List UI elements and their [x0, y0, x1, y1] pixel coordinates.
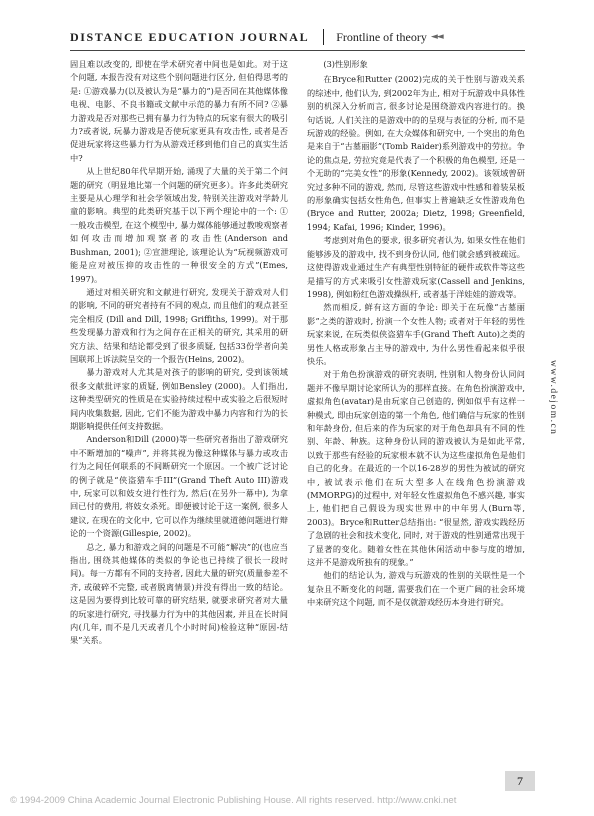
paragraph: 考虑到对角色的要求, 很多研究者认为, 如果女性在他们能够涉及的游戏中, 找不到身份认同, 他们就会感到被疏远。这使得游戏业通过生产有典型性别特征的硬件或软件等这些是描写的方式来吸引女性游戏玩家(Cassell and Jenkins, 1998), 例如粉红色游戏操纵杆, 或者基于洋娃娃的游戏等。: [307, 235, 525, 299]
paragraph: 总之, 暴力和游戏之间的问题是不可能“解决”的(也应当指出, 围绕其他媒体的类似的争论也已持续了很长一段时间)。每一方都有不同的支持者, 因此大量的研究(质量参差不齐, 或破碎不完整, 或者脱离情景)并没有得出一致的结论。这是因为要得到比较可靠的研究结果, 就要求研究者对大量的玩家进行研究, 寻找暴力行为中的其他因素, 并且在长时间内(几年, 而不是几天或者几个小时时间)检验这种“原因-结果”关系。: [70, 541, 288, 646]
paragraph: 通过对相关研究和文献进行研究, 发现关于游戏对人们的影响, 不同的研究者持有不同的观点, 而且他们的观点甚至完全相反 (Dill and Dill, 1998; Griffiths, 1999)。对于那些发现暴力游戏和行为之间存在正相关的研究, 其采用的研究方法、结果和结论都受到了很多质疑, 包括33份学者向美国联邦上诉法院呈交的一个报告(Heins, 2002)。: [70, 286, 288, 364]
header-rule: [70, 50, 525, 51]
right-column: [307, 58, 525, 610]
journal-title: DISTANCE EDUCATION JOURNAL: [70, 29, 310, 44]
section-name: Frontline of theory: [336, 29, 427, 44]
paragraph: 暴力游戏对人尤其是对孩子的影响的研究, 受到该领域很多文献批评家的质疑, 例如Bensley (2000)。人们指出, 这种类型研究的性质是在实验持续过程中或实验之后很短时间内收集数据, 因此, 它们不能为游戏中暴力内容和行为的长期影响提供任何支持数据。: [70, 367, 288, 431]
header-divider: [323, 29, 324, 45]
subsection-heading: (3)性别形象: [323, 59, 368, 69]
running-header: [70, 26, 525, 48]
paragraph: 然而相反, 鲜有这方面的争论: 即关于在玩像“古墓丽影”之类的游戏时, 扮演一个女性人物; 或者对于年轻的男性玩家来说, 在玩类似侠盗猎车手(Grand Theft Auto)之类的男性人格或形象占主导的游戏中, 为什么男性看起来似乎很快乐。: [307, 302, 525, 366]
paragraph: 对于角色扮演游戏的研究表明, 性别和人物身份认同问题并不像早期讨论家所认为的那样直接。在角色扮演游戏中, 虚拟角色(avatar)是由玩家自己创造的, 例如似乎有这样一种模式, 即由玩家创造的第一个角色, 他们确信与玩家的性别和年龄身份, 但后来的作为玩家的对于角色却具有不同的性别、年龄、种族。这种身份认同的游戏被认为是如此平常, 以致于那些有经验的玩家根本就不认为这些虚拟角色是他们自己的化身。在最近的一个以16-28岁的男性为被试的研究中, 被试表示他们在玩大型多人在线角色扮演游戏(MMORPG)的过程中, 对年轻女性虚拟角色不感兴趣, 事实上, 他们把自己假设为现实世界中的中年男人(Burn等, 2003)。Bryce和Rutter总结指出: “很显然, 游戏实践经历了急剧的社会和技术变化, 同时, 对于游戏的性别通常出现于了显著的变化。随着女性在其他休闲活动中参与度的增加, 这并不是游戏所独有的现象。”: [307, 369, 525, 568]
paragraph: 在Bryce和Rutter (2002)完成的关于性别与游戏关系的综述中, 他们认为, 到2002年为止, 相对于玩游戏中具体性别的机深入分析而言, 很多讨论是围绕游戏内容进行的。换句话说, 人们关注的是游戏中的的呈现与表征的分析, 而不是玩游戏的经验。例如, 在大众媒体和研究中, 一个突出的角色是来自于“古墓丽影”(Tomb Raider)系列游戏中的劳拉。争论的焦点是, 劳拉究竟是代表了一个积极的角色模型, 还是一个无助的“完美女性”的形象(Kennedy, 2002)。该领域曾研究过多种不同的游戏, 然而, 尽管这些游戏中性感和着装呆板的形象确实包括女性角色, 但事实上普遍缺乏女性游戏角色 (Bryce and Rutter, 2002a; Dietz, 1998; Greenfield, 1994; Kafai, 1996; Kinder, 1996)。: [307, 74, 525, 232]
left-column: [70, 58, 288, 648]
website-sidebar: www.dejom.cn: [548, 360, 558, 436]
double-left-arrow-icon: ◄◄: [430, 32, 443, 42]
paragraph: 他们的结论认为, 游戏与玩游戏的性别的关联性是一个复杂且不断变化的问题, 需要我们在一个更广阔的社会环境中来研究这个问题, 而不是仅就游戏经历本身进行研究。: [307, 570, 525, 608]
paragraph: 固且难以改变的, 即使在学术研究者中间也是如此。对于这个问题, 本报告没有对这些个别问题进行区分, 但伯得思考的是: ①游戏暴力(以及被认为是“暴力的”)是否同在其他媒体像电视、电影、不良书籍或文献中示范的暴力有所不同? ②暴力游戏是否对那些已拥有暴力行为特点的玩家有很大的吸引力?或者说, 玩暴力游戏是否使玩家更具有攻击性, 或者是否促进玩家将这些暴力行为从游戏迁移到他们自己的真实生活中?: [70, 59, 288, 163]
paragraph: 从上世纪80年代早期开始, 涌现了大量的关于第二个问题的研究（明显地比第一个问题的研究更多）。许多此类研究主要是从心理学和社会学领域出发, 特别关注游戏对学龄儿童的影响。典型的此类研究基于以下两个理论中的一个: ①一般攻击模型, 在这个模型中, 暴力媒体能够通过教唆观察者如何攻击而增加观察者的攻击性(Anderson and Bushman, 2001); ②宣泄理论, 该理论认为“玩视频游戏可能是应对被压抑的攻击性的一种很安全的方式”(Emes, 1997)。: [70, 166, 288, 284]
page-number: 7: [505, 771, 535, 791]
paragraph: Anderson和Dill (2000)等一些研究者指出了游戏研究中不断增加的“噪声”, 并将其视为像这种媒体与暴力或攻击行为之间任何联系的不间断研究一个原因。一个被广泛讨论的例子就是“侠盗猎车手III”(Grand Theft Auto III)游戏中, 玩家可以和妓女进行性行为, 然后(在另外一幕中), 为拿回已付的费用, 将妓女杀死。即便被讨论于这一案例, 很多人建议, 在现在的文化中, 它可以作为继续里就道德问题进行辩论的一个资源(Gillespie, 2002)。: [70, 434, 288, 539]
copyright-footer: © 1994-2009 China Academic Journal Electronic Publishing House. All rights reserved. http://www.cnki.net: [10, 795, 457, 806]
